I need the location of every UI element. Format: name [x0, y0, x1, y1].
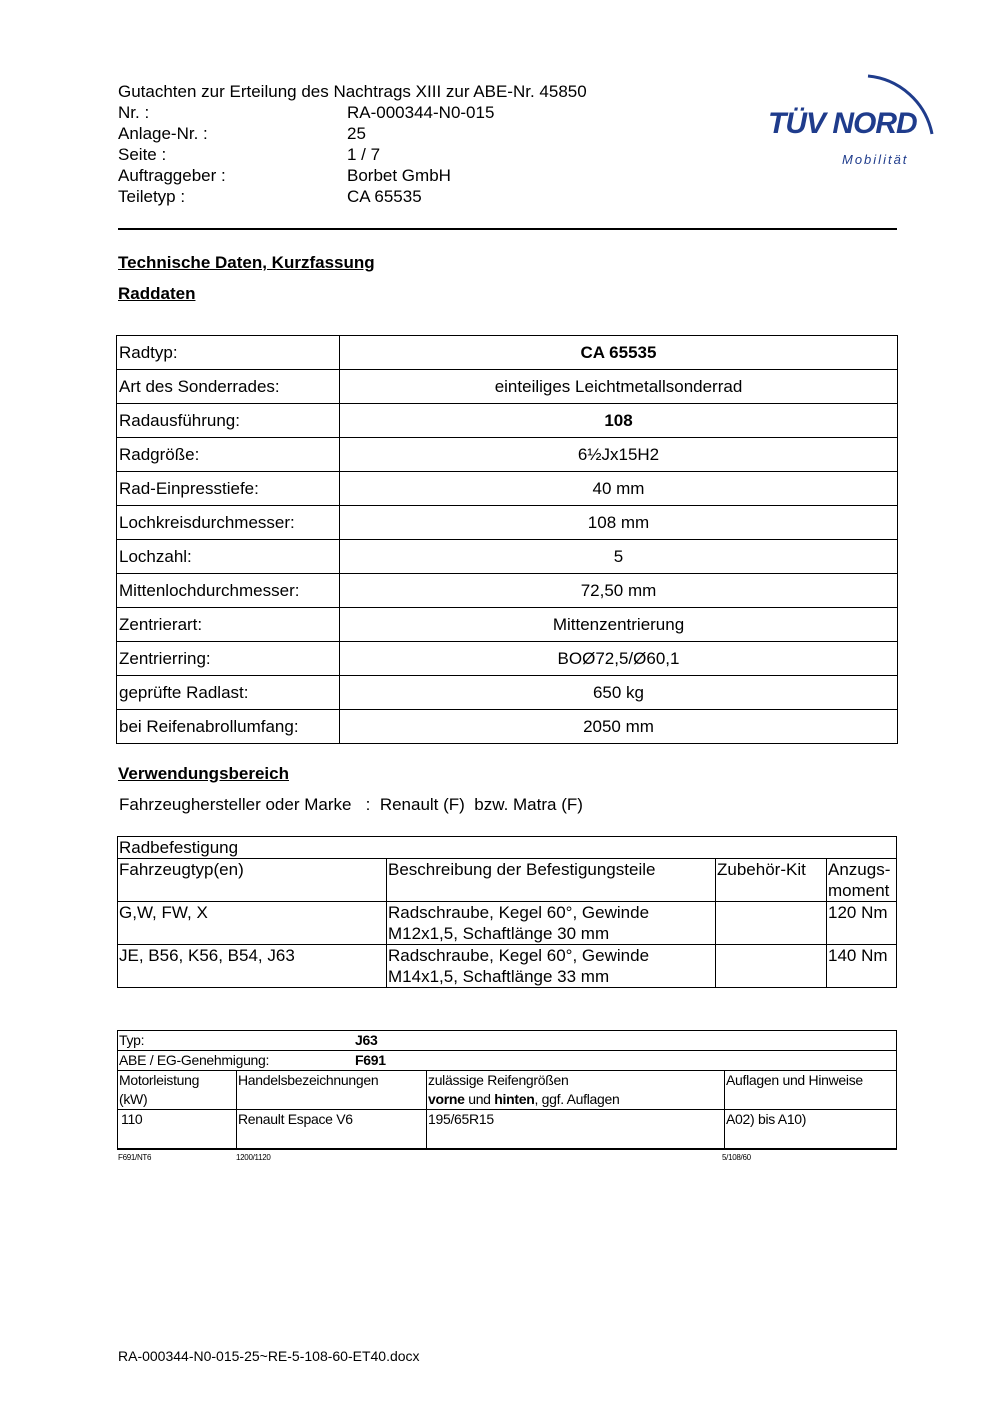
table-row: [117, 404, 898, 438]
raddaten-label: Art des Sonderrades:: [117, 370, 340, 404]
header-label: Auftraggeber :: [118, 166, 226, 185]
section-raddaten: Raddaten: [118, 284, 196, 303]
header-label: Nr. :: [118, 103, 150, 122]
section-verwendungsbereich: Verwendungsbereich: [118, 764, 289, 783]
beschreibung-cell: [387, 902, 716, 945]
table-header-row: [118, 859, 897, 902]
col-anzugsmoment-line1: Anzugs-: [828, 860, 891, 879]
raddaten-value: BOØ72,5/Ø60,1: [340, 642, 898, 676]
small-code-1: F691/NT6: [118, 1153, 152, 1162]
col-motorleistung-line2: (kW): [119, 1091, 148, 1107]
radbefestigung-table: [117, 836, 897, 988]
manufacturer-value: Renault (F) bzw. Matra (F): [379, 795, 583, 814]
col-anzugsmoment: [827, 859, 897, 902]
raddaten-value: 5: [340, 540, 898, 574]
handelsbezeichnung-cell: Renault Espace V6: [237, 1110, 427, 1150]
beschreibung-line1: Radschraube, Kegel 60°, Gewinde: [388, 946, 650, 965]
raddaten-label: Zentrierring:: [117, 642, 340, 676]
col-motorleistung: [118, 1071, 237, 1110]
table-row: [118, 837, 897, 859]
header-fields: [118, 102, 494, 207]
raddaten-label: Mittenlochdurchmesser:: [117, 574, 340, 608]
table-row: [117, 642, 898, 676]
anzugsmoment-cell: 120 Nm: [827, 902, 897, 945]
raddaten-value: 108: [340, 404, 898, 438]
zubehoer-kit-cell: [716, 902, 827, 945]
fahrzeugtyp-cell: JE, B56, K56, B54, J63: [118, 945, 387, 988]
col-zubehoer-kit: Zubehör-Kit: [716, 859, 827, 902]
zubehoer-kit-cell: [716, 945, 827, 988]
raddaten-label: Radgröße:: [117, 438, 340, 472]
report-title: Gutachten zur Erteilung des Nachtrags XIII zur ABE-Nr. 45850: [118, 82, 587, 101]
typ-label: Typ:: [119, 1032, 145, 1048]
header-value: 25: [347, 124, 366, 143]
header-value: CA 65535: [347, 187, 422, 206]
typ-row: [118, 1031, 897, 1051]
logo-brand: TÜV NORD: [768, 107, 917, 140]
table-row: [117, 438, 898, 472]
reifen-cell: 195/65R15: [427, 1110, 725, 1150]
reifen-auflagen: , ggf. Auflagen: [534, 1091, 620, 1107]
beschreibung-line2: M12x1,5, Schaftlänge 30 mm: [388, 924, 610, 943]
small-code-2: 1200/1120: [236, 1153, 271, 1162]
col-auflagen-hinweise: Auflagen und Hinweise: [725, 1071, 897, 1110]
raddaten-value: 108 mm: [340, 506, 898, 540]
small-code-3: 5/108/60: [722, 1153, 751, 1162]
typ-header-row: [118, 1071, 897, 1110]
raddaten-label: Zentrierart:: [117, 608, 340, 642]
kw-cell: 110: [118, 1110, 237, 1150]
raddaten-value: 2050 mm: [340, 710, 898, 744]
table-row: [117, 608, 898, 642]
raddaten-label: Lochzahl:: [117, 540, 340, 574]
table-row: [117, 472, 898, 506]
header-label: Anlage-Nr. :: [118, 124, 208, 143]
header-value: 1 / 7: [347, 145, 381, 164]
header-label: Teiletyp :: [118, 187, 186, 206]
footer-filename: RA-000344-N0-015-25~RE-5-108-60-ET40.docx: [118, 1348, 420, 1364]
header-row-nr: [118, 102, 494, 123]
raddaten-label: geprüfte Radlast:: [117, 676, 340, 710]
reifen-und: und: [464, 1091, 495, 1107]
beschreibung-line1: Radschraube, Kegel 60°, Gewinde: [388, 903, 650, 922]
raddaten-label: Radausführung:: [117, 404, 340, 438]
raddaten-label: Rad-Einpresstiefe:: [117, 472, 340, 506]
raddaten-value: Mittenzentrierung: [340, 608, 898, 642]
raddaten-value: einteiliges Leichtmetallsonderrad: [340, 370, 898, 404]
abe-row: [118, 1051, 897, 1071]
raddaten-table: [116, 335, 898, 744]
header-row-auftraggeber: [118, 165, 494, 186]
table-row: [117, 574, 898, 608]
typ-data-row: [118, 1110, 897, 1150]
table-row: [117, 710, 898, 744]
anzugsmoment-cell: 140 Nm: [827, 945, 897, 988]
raddaten-value: 6½Jx15H2: [340, 438, 898, 472]
beschreibung-cell: [387, 945, 716, 988]
radbefestigung-title: Radbefestigung: [118, 837, 897, 859]
reifen-vorne: vorne: [428, 1091, 465, 1107]
raddaten-label: Lochkreisdurchmesser:: [117, 506, 340, 540]
header-row-teiletyp: [118, 186, 494, 207]
raddaten-value: 40 mm: [340, 472, 898, 506]
abe-cell: [118, 1051, 897, 1071]
abe-label: ABE / EG-Genehmigung:: [119, 1052, 270, 1068]
hinweise-cell: A02) bis A10): [725, 1110, 897, 1150]
table-row: [117, 370, 898, 404]
table-row: [117, 506, 898, 540]
fahrzeugtyp-cell: G,W, FW, X: [118, 902, 387, 945]
header-row-anlage: [118, 123, 494, 144]
raddaten-value: 72,50 mm: [340, 574, 898, 608]
table-row: [118, 902, 897, 945]
table-row: [117, 540, 898, 574]
header-value: Borbet GmbH: [347, 166, 451, 185]
raddaten-value: CA 65535: [340, 336, 898, 370]
col-reifengroessen-line1: zulässige Reifengrößen: [428, 1072, 569, 1088]
typ-table: [117, 1030, 897, 1150]
col-anzugsmoment-line2: moment: [828, 881, 890, 900]
raddaten-value: 650 kg: [340, 676, 898, 710]
col-motorleistung-line1: Motorleistung: [119, 1072, 200, 1088]
typ-cell: [118, 1031, 897, 1051]
col-handelsbezeichnungen: Handelsbezeichnungen: [237, 1071, 427, 1110]
beschreibung-line2: M14x1,5, Schaftlänge 33 mm: [388, 967, 610, 986]
header-divider: [118, 228, 897, 230]
reifen-hinten: hinten: [494, 1091, 535, 1107]
table-row: [118, 945, 897, 988]
table-row: [117, 336, 898, 370]
raddaten-label: bei Reifenabrollumfang:: [117, 710, 340, 744]
col-beschreibung: Beschreibung der Befestigungsteile: [387, 859, 716, 902]
header-label: Seite :: [118, 145, 167, 164]
col-fahrzeugtyp: Fahrzeugtyp(en): [118, 859, 387, 902]
abe-value: F691: [355, 1052, 386, 1068]
header-value: RA-000344-N0-015: [347, 103, 495, 122]
manufacturer-label: Fahrzeughersteller oder Marke: [119, 795, 352, 814]
table-row: [117, 676, 898, 710]
logo-subtitle: Mobilität: [842, 152, 909, 167]
typ-value: J63: [355, 1032, 378, 1048]
col-reifengroessen: [427, 1071, 725, 1110]
raddaten-label: Radtyp:: [117, 336, 340, 370]
manufacturer-separator: :: [365, 795, 371, 814]
section-technische-daten: Technische Daten, Kurzfassung: [118, 253, 375, 272]
header-row-seite: [118, 144, 494, 165]
manufacturer-line: [119, 794, 583, 815]
